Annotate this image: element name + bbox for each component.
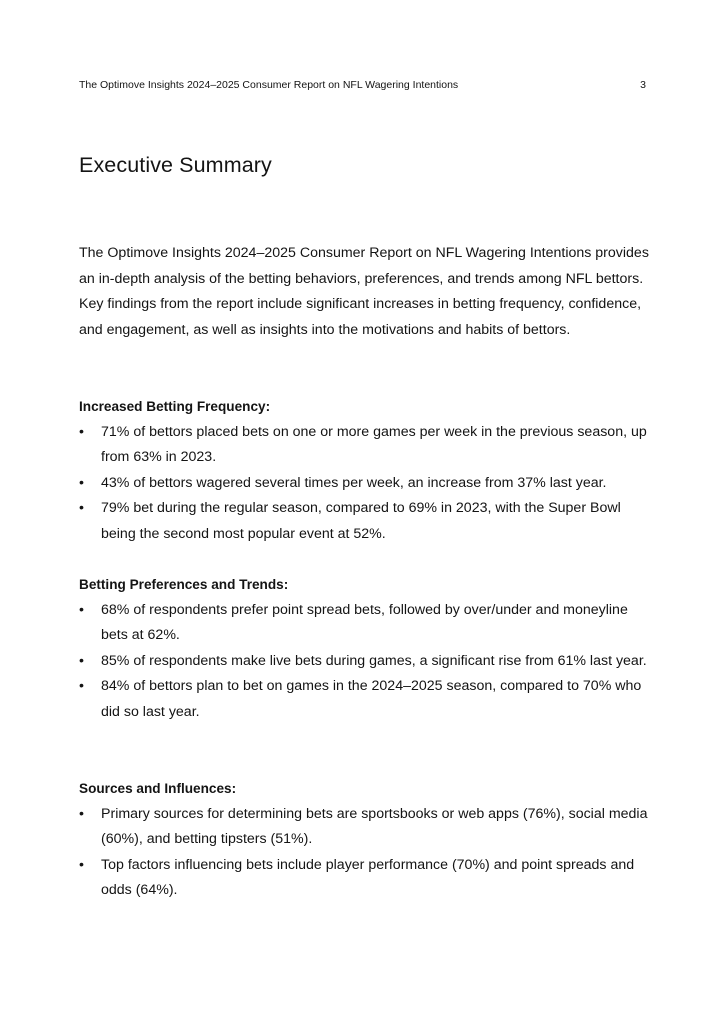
section-heading: Sources and Influences: — [79, 781, 237, 796]
bullet-icon: • — [79, 500, 84, 517]
bullet-icon: • — [79, 423, 84, 440]
list-item-text: Primary sources for determining bets are sportsbooks or web apps (76%), social media (60%), and betting tipsters (51%). — [101, 805, 648, 848]
list-item — [79, 471, 654, 497]
bullet-icon: • — [79, 474, 84, 491]
bullet-list — [79, 420, 654, 548]
running-header — [79, 77, 646, 93]
page-number: 3 — [640, 79, 646, 91]
section-increased-betting-frequency — [79, 394, 654, 548]
section-heading: Increased Betting Frequency: — [79, 399, 271, 414]
page-title: Executive Summary — [79, 153, 272, 177]
list-item-text: 85% of respondents make live bets during games, a significant rise from 61% last year. — [101, 652, 647, 669]
bullet-icon: • — [79, 856, 84, 873]
bullet-icon: • — [79, 805, 84, 822]
list-item — [79, 802, 654, 853]
section-sources-and-influences — [79, 776, 654, 904]
list-item-text: 68% of respondents prefer point spread bets, followed by over/under and moneyline bets at 62%. — [101, 601, 628, 644]
list-item-text: Top factors influencing bets include player performance (70%) and point spreads and odds (64%). — [101, 856, 635, 899]
intro-paragraph: The Optimove Insights 2024–2025 Consumer Report on NFL Wagering Intentions provides an in-depth analysis of the betting behaviors, preferences, and trends among NFL bettors. Key findings from the report include significant increases in betting frequency, confidence, and engagement, as well as insights into the motivations and habits of bettors. — [79, 245, 649, 338]
list-item — [79, 420, 654, 471]
bullet-icon: • — [79, 652, 84, 669]
bullet-icon: • — [79, 601, 84, 618]
list-item — [79, 496, 654, 547]
bullet-list — [79, 598, 654, 726]
list-item-text: 43% of bettors wagered several times per week, an increase from 37% last year. — [101, 474, 607, 491]
list-item — [79, 649, 654, 675]
list-item-text: 84% of bettors plan to bet on games in the 2024–2025 season, compared to 70% who did so last year. — [101, 678, 642, 720]
list-item-text: 71% of bettors placed bets on one or more games per week in the previous season, up from 63% in 2023. — [101, 423, 647, 466]
list-item — [79, 674, 654, 725]
report-title-header: The Optimove Insights 2024–2025 Consumer Report on NFL Wagering Intentions — [79, 79, 459, 91]
list-item-text: 79% bet during the regular season, compared to 69% in 2023, with the Super Bowl being the second most popular event at 52%. — [101, 500, 621, 542]
list-item — [79, 853, 654, 904]
list-item — [79, 598, 654, 649]
bullet-icon: • — [79, 678, 84, 695]
section-betting-preferences-and-trends — [79, 572, 654, 726]
bullet-list — [79, 802, 654, 904]
section-heading: Betting Preferences and Trends: — [79, 577, 289, 592]
